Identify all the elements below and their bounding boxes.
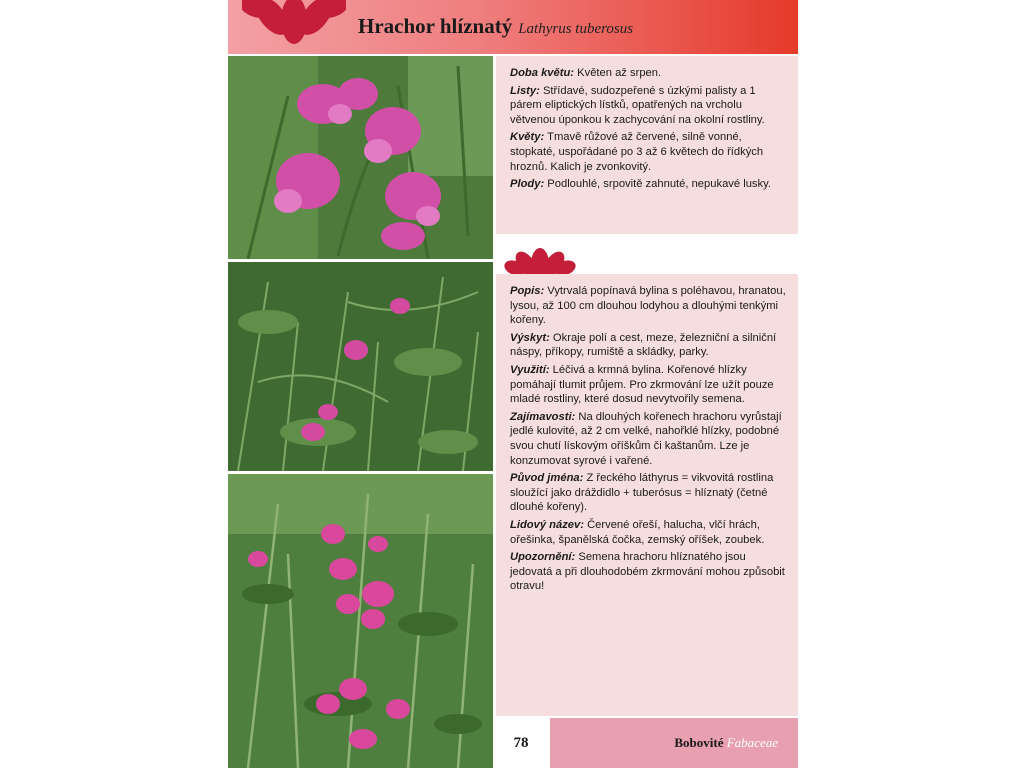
name-origin: Původ jména: Z řeckého láthyrus = vikvovitá rostlina sloužící jako dráždidlo + tuberósus = hlíznatý (četné dlouhé kořeny). <box>510 472 774 514</box>
book-page <box>228 0 798 768</box>
description: Popis: Vytrvalá popínavá bylina s poléhavou, hranatou, lysou, až 100 cm dlouhou lodyhou a dlouhými tenkými kořeny. <box>510 285 786 327</box>
leaves-description: Listy: Střídavé, sudozpeřené s úzkými palisty a 1 párem eliptických lístků, opatřených na vrcholu větvenou úponkou k zachycování na okolní rostliny. <box>510 84 765 126</box>
family-latin: Fabaceae <box>726 735 778 750</box>
flowers-description: Květy: Tmavě růžové až červené, silně vonné, stopkaté, uspořádané po 3 až 6 květech do řídkých hroznů. Kalich je zvonkovitý. <box>510 131 764 173</box>
info-panel-bottom <box>496 274 798 716</box>
plant-family: Bobovité Fabaceae <box>550 718 798 768</box>
plant-cluster-photo <box>228 474 493 768</box>
warning: Upozornění: Semena hrachoru hlíznatého jsou jedovatá a při dlouhodobém zkrmování mohou způsobit otravu! <box>510 551 785 593</box>
latin-name: Lathyrus tuberosus <box>518 21 634 37</box>
info-panel-top <box>496 56 798 234</box>
meadow-photo <box>228 262 493 471</box>
occurrence: Výskyt: Okraje polí a cest, meze, železniční a silniční náspy, příkopy, rumiště a skládky, parky. <box>510 331 777 359</box>
page-number: 78 <box>496 718 546 768</box>
flower-divider-icon <box>504 238 576 276</box>
interesting-facts: Zajímavosti: Na dlouhých kořenech hrachoru vyrůstají jedlé kulovité, až 2 cm velké, nahořklé hlízky, podobné svou chutí lískovým oříškům či kaštanům. Lze je konzumovat syrové i vařené. <box>510 410 782 467</box>
bloom-time: Doba květu: Květen až srpen. <box>510 67 662 79</box>
flower-ornament-icon <box>242 0 346 44</box>
usage: Využití: Léčivá a krmná bylina. Kořenové hlízky pomáhají tlumit průjem. Pro zkrmování lze užít pouze mladé rostliny, které dosud nevytvořily semena. <box>510 363 774 406</box>
folk-names: Lidový název: Červené ořeší, halucha, vlčí hrách, ořešinka, španělská čočka, zemský oříšek, zoubek. <box>510 518 765 546</box>
flower-closeup-photo <box>228 56 493 259</box>
fruits-description: Plody: Podlouhlé, srpovitě zahnuté, nepukavé lusky. <box>510 178 771 191</box>
page-header <box>228 0 798 54</box>
page-title: Hrachor hlíznatý Lathyrus tuberosus <box>358 14 634 38</box>
